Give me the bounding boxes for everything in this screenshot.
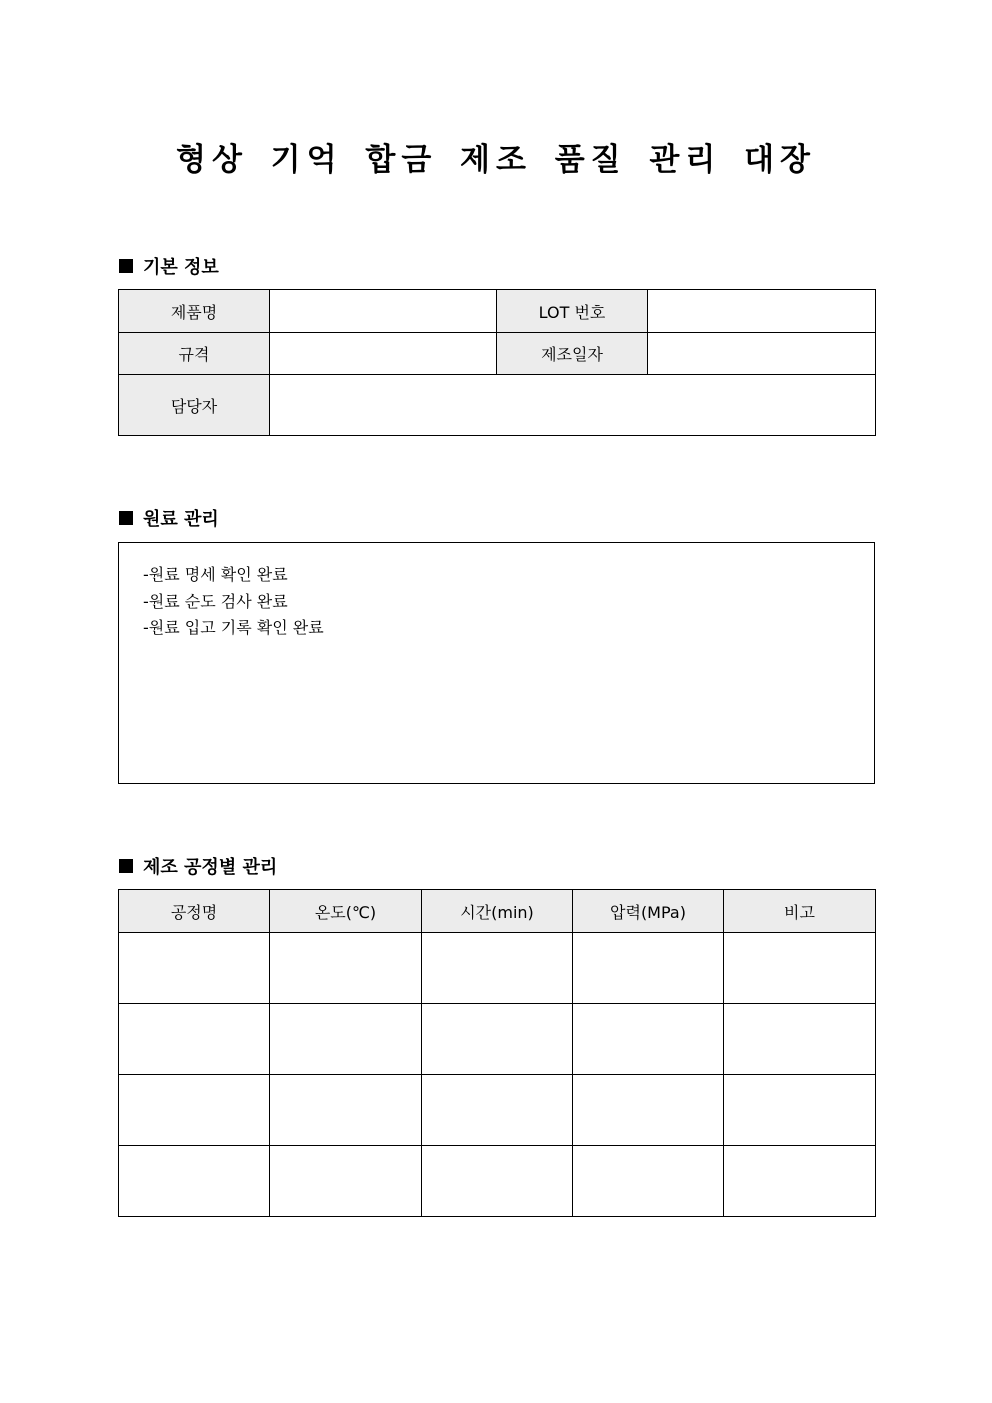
column-header-remarks: 비고 [724,890,876,933]
pressure-cell[interactable] [573,1146,724,1217]
raw-material-heading-text: 원료 관리 [143,509,219,530]
manufacture-date-field[interactable] [648,333,876,375]
basic-info-heading-text: 기본 정보 [143,257,219,278]
table-row [119,1146,876,1217]
square-bullet-icon [119,259,133,273]
square-bullet-icon [119,859,133,873]
time-cell[interactable] [422,1004,573,1075]
raw-material-list [119,543,874,642]
process-name-cell[interactable] [119,933,270,1004]
temperature-cell[interactable] [270,933,422,1004]
lot-number-label: LOT 번호 [497,290,648,333]
column-header-time: 시간(min) [422,890,573,933]
table-header-row [119,890,876,933]
temperature-cell[interactable] [270,1075,422,1146]
lot-number-field[interactable] [648,290,876,333]
column-header-temperature: 온도(℃) [270,890,422,933]
process-name-cell[interactable] [119,1146,270,1217]
pressure-cell[interactable] [573,933,724,1004]
time-cell[interactable] [422,1075,573,1146]
basic-info-row [119,375,876,436]
remarks-cell[interactable] [724,1075,876,1146]
remarks-cell[interactable] [724,933,876,1004]
raw-material-box[interactable] [118,542,875,784]
column-header-process-name: 공정명 [119,890,270,933]
raw-material-heading [119,505,219,531]
square-bullet-icon [119,511,133,525]
pressure-cell[interactable] [573,1004,724,1075]
pressure-cell[interactable] [573,1075,724,1146]
spec-label: 규격 [119,333,270,375]
column-header-pressure: 압력(MPa) [573,890,724,933]
basic-info-table [118,289,876,436]
basic-info-heading [119,253,219,279]
document-title: 형상 기억 합금 제조 품질 관리 대장 [176,142,816,178]
product-name-label: 제품명 [119,290,270,333]
list-item: -원료 순도 검사 완료 [143,591,288,611]
process-name-cell[interactable] [119,1075,270,1146]
time-cell[interactable] [422,1146,573,1217]
list-item: -원료 명세 확인 완료 [143,565,288,584]
basic-info-row [119,290,876,333]
time-cell[interactable] [422,933,573,1004]
remarks-cell[interactable] [724,1004,876,1075]
list-item: -원료 입고 기록 확인 완료 [143,618,324,637]
process-heading [119,853,277,879]
remarks-cell[interactable] [724,1146,876,1217]
spec-field[interactable] [270,333,497,375]
process-heading-text: 제조 공정별 관리 [143,857,278,878]
manufacture-date-label: 제조일자 [497,333,648,375]
table-row [119,1075,876,1146]
temperature-cell[interactable] [270,1146,422,1217]
table-row [119,933,876,1004]
process-name-cell[interactable] [119,1004,270,1075]
temperature-cell[interactable] [270,1004,422,1075]
process-table [118,889,876,1217]
product-name-field[interactable] [270,290,497,333]
manager-field[interactable] [270,375,876,436]
manager-label: 담당자 [119,375,270,436]
basic-info-row [119,333,876,375]
table-row [119,1004,876,1075]
